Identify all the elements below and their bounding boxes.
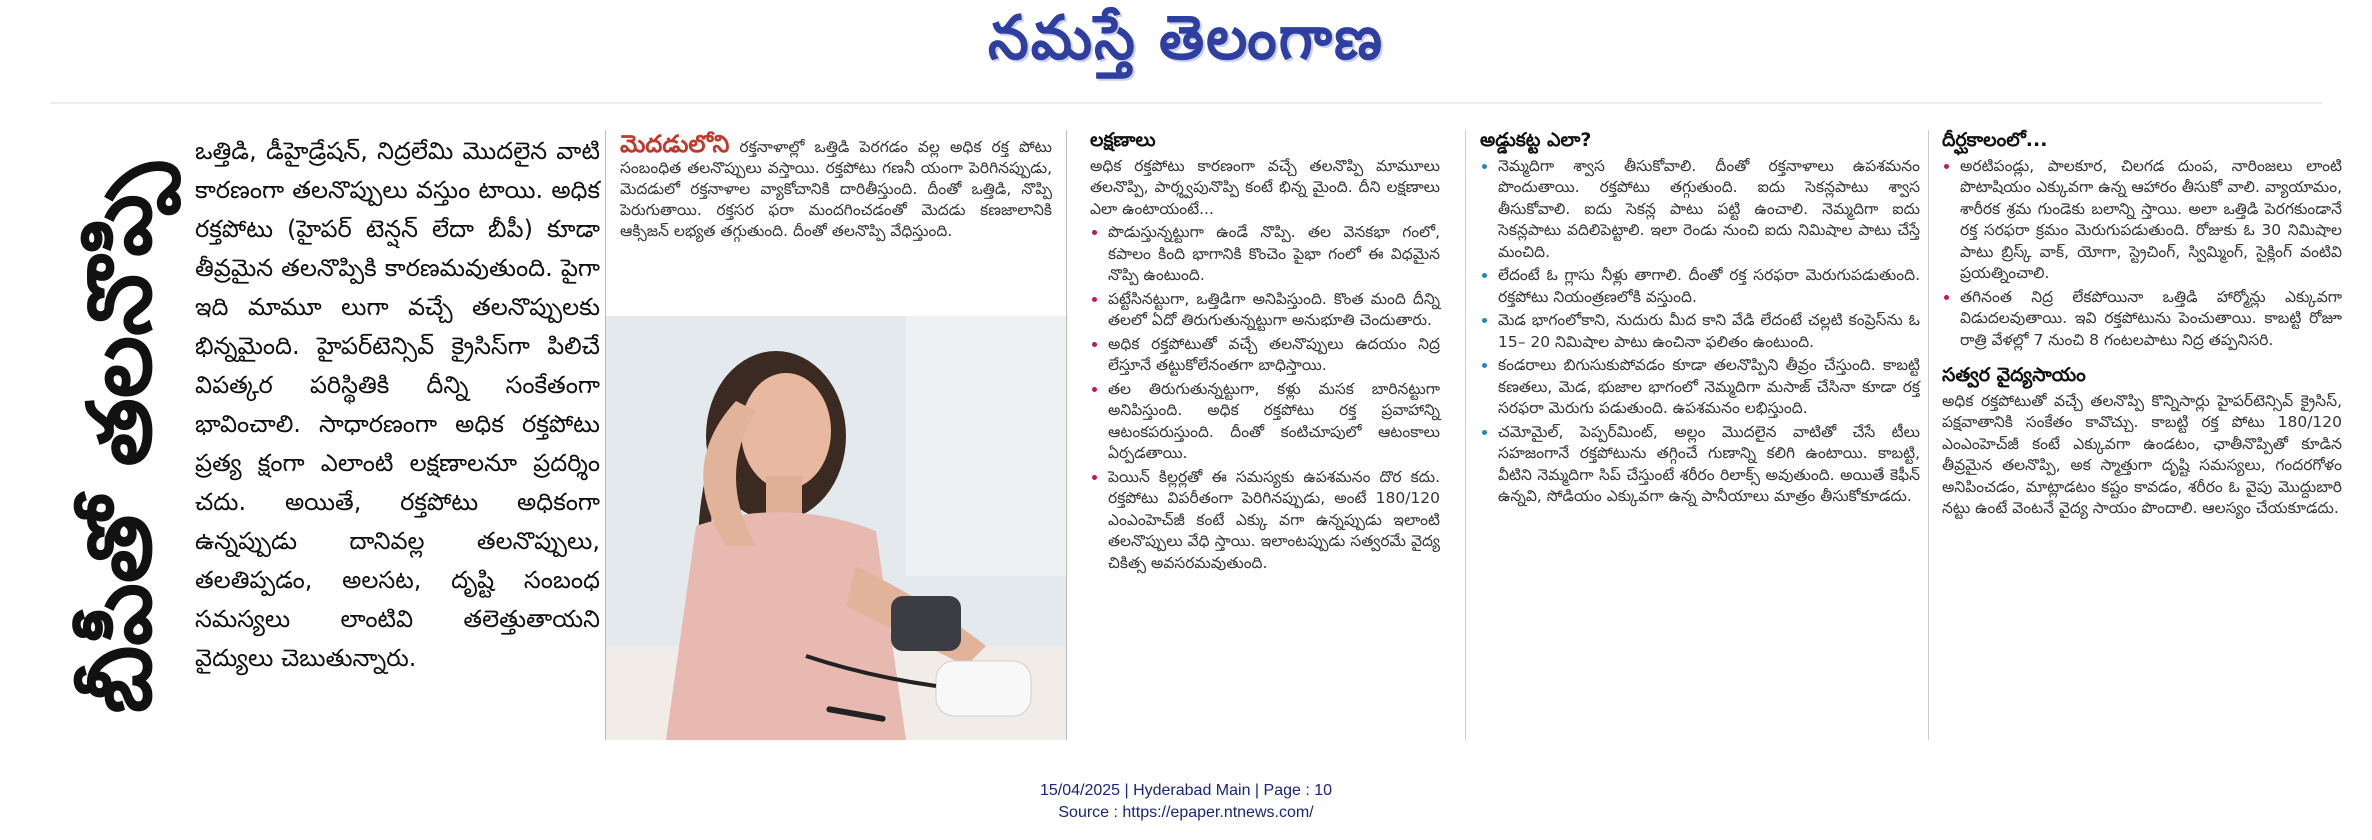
headline-text: బీపీతో తలనొప్పి [67,162,171,714]
article-column-5 [1942,130,2342,522]
footer-date-edition: 15/04/2025 | Hyderabad Main | Page : 10 [1039,782,1333,799]
column-divider [1928,130,1929,740]
page-footer [0,780,2372,824]
masthead-logo [0,1,2372,87]
column2-text [620,130,1052,242]
intro-paragraph: ఒత్తిడి, డీహైడ్రేషన్, నిద్రలేమి మొదలైన వాటి కారణంగా తలనొప్పులు వస్తుం టాయి. అధిక రక్తపోటు (హైపర్ టెన్షన్ లేదా బీపీ) కూడా తీవ్రమైన తలనొప్పికి కారణమవుతుంది. పైగా ఇది మామూ లుగా వచ్చే తలనొప్పులకు భిన్నమైంది. హైపర్‌టెన్సివ్ క్రైసిస్‌గా పిలిచే విపత్కర పరిస్థితికి దీన్ని సంకేతంగా భావించాలి. సాధారణంగా అధిక రక్తపోటు ప్రత్య క్షంగా ఎలాంటి లక్షణాలనూ ప్రదర్శిం చదు. అయితే, రక్తపోటు అధికంగా ఉన్నప్పుడు దానివల్ల తలనొప్పులు, తలతిప్పడం, అలసట, దృష్టి సంబంధ సమస్యలు లాంటివి తలెత్తుతాయని వైద్యులు చెబుతున్నారు. [195,137,600,672]
list-item: • కండరాలు బిగుసుకుపోవడం కూడా తలనొప్పిని తీవ్రం చేస్తుంది. కాబట్టి కణతలు, మెడ, భుజాల భాగంలో నెమ్మదిగా మసాజ్ చేసినా కూడా రక్త సరఫరా మెరుగు పడుతుంది. ఉపశమనం లభిస్తుంది. [1498,355,1920,420]
list-item: • మెడ భాగంలోకాని, నుదురు మీద కాని వేడి లేదంటే చల్లటి కంప్రెస్‌ను ఓ 15– 20 నిమిషాల పాటు ఉంచినా ఫలితం ఉంటుంది. [1498,310,1920,353]
list-item: • అరటిపండ్లు, పాలకూర, చిలగడ దుంప, నారింజలు లాంటి పొటాషియం ఎక్కువగా ఉన్న ఆహారం తీసుకో వాలి. వ్యాయామం, శారీరక శ్రమ గుండెకు బలాన్ని స్తాయి. అలా ఒత్తిడి పెరగకుండానే రక్త సరఫరా క్రమం మెరుగుపడుతుంది. రోజుకు ఓ 30 నిమిషాల పాటు బ్రిస్క్ వాక్, యోగా, స్ట్రెచింగ్, స్విమ్మింగ్, సైక్లింగ్ వంటివి ప్రయత్నించాలి. [1960,156,2342,285]
article-column-4 [1480,130,1920,510]
column-divider [1465,130,1466,740]
list-item: • నెమ్మదిగా శ్వాస తీసుకోవాలి. దీంతో రక్తనాళాలు ఉపశమనం పొందుతాయి. రక్తపోటు తగ్గుతుంది. ఐదు సెకన్లపాటు శ్వాస తీసుకోవాలి. ఐదు సెకన్ల పాటు పట్టి ఉంచాలి. నెమ్మదిగా ఐదు సెకన్లపాటు వదిలిపెట్టాలి. ఇలా రెండు నుంచి ఐదు నిమిషాల పాటు చేస్తే మంచిది. [1498,156,1920,264]
list-item: • పెయిన్ కిల్లర్లతో ఈ సమస్యకు ఉపశమనం దొర కదు. రక్తపోటు విపరీతంగా పెరిగినప్పుడు, అంటే 180/120 ఎంఎంహెచ్‌జీ కంటే ఎక్కు వగా ఉన్నప్పుడు ఇలాంటి తలనొప్పులు వేధి స్తాయి. ఇలాంటప్పుడు సత్వరమే వైద్య చికిత్స అవసరమవుతుంది. [1108,467,1440,575]
column2-body: రక్తనాళాల్లో ఒత్తిడి పెరగడం వల్ల అధిక రక్త పోటు సంబంధిత తలనొప్పులు వస్తాయి. రక్తపోటు గణనీ యంగా పెరిగినప్పుడు, మెదడులో రక్తనాళాల వ్యాకోచానికి దారితీస్తుంది. దీంతో ఒత్తిడి, నొప్పి పెరుగుతాయి. రక్తసర ఫరా మందగించడంతో మెదడు కణజాలానికి ఆక్సిజన్ లభ్యత తగ్గుతుంది. దీంతో తలనొప్పి వేధిస్తుంది. [620,138,1052,240]
list-item: • పొడుస్తున్నట్టుగా ఉండే నొప్పి. తల వెనకభా గంలో, కపాలం కింది భాగానికి కొంచెం పైభా గంలో ఈ విధమైన నొప్పి ఉంటుంది. [1108,222,1440,287]
list-item: • చమోమైల్, పెప్పర్‌మింట్, అల్లం మొదలైన వాటితో చేసే టీలు సహజంగానే రక్తపోటును తగ్గించే గుణాన్ని కలిగి ఉంటాయి. కాబట్టి, వీటిని నెమ్మదిగా సిప్ చేస్తుంటే శరీరం రిలాక్స్‌ అవుతుంది. అయితే కెఫీన్ ఉన్నవి, సోడియం ఎక్కువగా ఉన్న పానీయాలు మాత్రం తీసుకోకూడదు. [1498,422,1920,508]
list-item: • లేదంటే ఓ గ్లాసు నీళ్లు తాగాలి. దీంతో రక్త సరఫరా మెరుగుపడుతుంది. రక్తపోటు నియంత్రణలోకి వస్తుంది. [1498,265,1920,308]
vertical-headline [67,118,190,758]
column5-para2: అధిక రక్తపోటుతో వచ్చే తలనొప్పి కొన్నిసార్లు హైపర్‌టెన్సివ్ క్రైసిస్, పక్షవాతానికి సంకేతం కావొచ్చు. కాబట్టి రక్త పోటు 180/120 ఎంఎంహెచ్‌జీ కంటే ఎక్కువగా ఉండటం, ఛాతీనొప్పితో కూడిన తీవ్రమైన తలనొప్పి, అక స్మాత్తుగా దృష్టి సమస్యలు, గందరగోళం అనిపించడం, మాట్లాడటం కష్టం కావడం, శరీరం ఓ వైపు మొద్దుబారి నట్టు ఉంటే వెంటనే వైద్య సాయం పొందాలి. ఆలస్యం చేయకూడదు. [1942,391,2342,517]
column5-heading: దీర్ఘకాలంలో... [1942,129,2048,151]
list-item: • అధిక రక్తపోటుతో వచ్చే తలనొప్పులు ఉదయం నిద్ర లేస్తూనే తట్టుకోలేనంతగా బాధిస్తాయి. [1108,334,1440,377]
column5-heading2: సత్వర వైద్యసాయం [1942,364,2086,386]
woman-headache-photo [606,316,1066,740]
list-item: • పట్టేసినట్టుగా, ఒత్తిడిగా అనిపిస్తుంది. కొంత మంది దీన్ని తలలో ఏదో తిరుగుతున్నట్టుగా అనుభూతి చెందుతారు. [1108,289,1440,332]
header-divider [50,102,2322,104]
article-column-3 [1090,130,1440,576]
column5-bullet-list [1942,156,2342,352]
list-item: • తల తిరుగుతున్నట్టుగా, కళ్లు మసక బారినట్టుగా అనిపిస్తుంది. అధిక రక్తపోటు రక్త ప్రవాహాన్ని ఆటంకపరుస్తుంది. దీంతో కంటిచూపులో ఆటంకాలు ఏర్పడతాయి. [1108,379,1440,465]
column3-bullet-list [1090,222,1440,574]
footer-source: Source : https://epaper.ntnews.com/ [1058,804,1314,821]
column3-intro: అధిక రక్తపోటు కారణంగా వచ్చే తలనొప్పి మామూలు తలనొప్పి, పార్శ్వపునొప్పి కంటే భిన్న మైంది. దీని లక్షణాలు ఎలా ఉంటాయంటే... [1090,156,1440,218]
column3-heading: లక్షణాలు [1090,129,1156,151]
masthead-text: నమస్తే తెలంగాణ [988,1,1384,74]
column4-heading: అడ్డుకట్ట ఎలా? [1480,129,1592,151]
column4-bullet-list [1480,156,1920,508]
photo-illustration [606,316,1066,740]
column2-lead: మెదడులోని [620,130,730,158]
article-column-2 [605,130,1067,740]
list-item: • తగినంత నిద్ర లేకపోయినా ఒత్తిడి హార్మోన్లు ఎక్కువగా విడుదలవుతాయి. ఇవి రక్తపోటును పెంచుతాయి. కాబట్టి రోజూ రాత్రి వేళల్లో 7 నుంచి 8 గంటలపాటు నిద్ర తప్పనిసరి. [1960,287,2342,352]
